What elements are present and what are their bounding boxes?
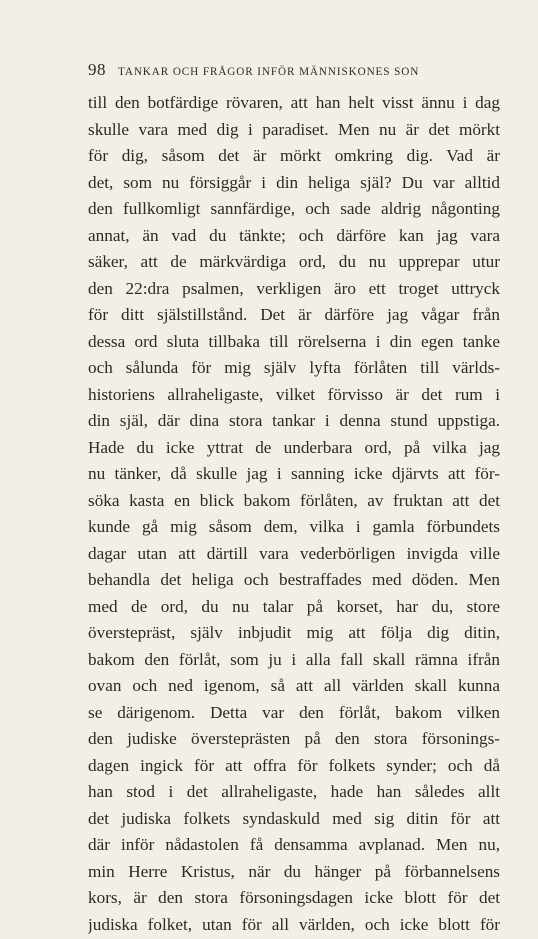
text-line: för ditt själstillstånd. Det är därföre jag vågar från bbox=[88, 305, 500, 325]
text-line: behandla det heliga och bestraffades med döden. Men bbox=[88, 570, 500, 590]
text-line: judiska folket, utan för all världen, och icke blott för bbox=[88, 914, 500, 934]
text-line: din själ, där dina stora tankar i denna stund uppstiga. bbox=[88, 411, 500, 431]
text-line: där inför nådastolen få densamma avplanad. Men nu, bbox=[88, 835, 500, 855]
text-line: dagen ingick för att offra för folkets synder; och då bbox=[88, 755, 500, 775]
text-line: söka kasta en blick bakom förlåten, av fruktan att det bbox=[88, 490, 500, 510]
text-line: säker, att de märkvärdiga ord, du nu upprepar utur bbox=[88, 252, 500, 272]
page-number: 98 bbox=[88, 60, 106, 79]
text-line: annat, än vad du tänkte; och därföre kan jag vara bbox=[88, 225, 500, 245]
text-line: bakom den förlåt, som ju i alla fall skall rämna ifrån bbox=[88, 649, 500, 669]
text-line: skulle vara med dig i paradiset. Men nu är det mörkt bbox=[88, 119, 500, 139]
text-line: den judiske översteprästen på den stora försonings- bbox=[88, 729, 500, 749]
text-line: dagar utan att därtill vara vederbörligen invigda ville bbox=[88, 543, 500, 563]
text-line: till den botfärdige rövaren, att han helt visst ännu i dag bbox=[88, 93, 500, 112]
text-line: ovan och ned igenom, så att all världen skall kunna bbox=[88, 676, 500, 696]
text-line: kunde gå mig såsom dem, vilka i gamla förbundets bbox=[88, 517, 500, 537]
text-line: med de ord, du nu talar på korset, har du, store bbox=[88, 596, 500, 616]
page-header bbox=[88, 60, 468, 80]
text-line: se därigenom. Detta var den förlåt, bakom vilken bbox=[88, 702, 500, 722]
text-line: han stod i det allraheligaste, hade han således allt bbox=[88, 782, 500, 802]
running-title: TANKAR OCH FRÅGOR INFÖR MÄNNISKONES SON bbox=[118, 66, 420, 78]
text-line: den 22:dra psalmen, verkligen äro ett troget uttryck bbox=[88, 278, 500, 298]
text-line: det, som nu försiggår i din heliga själ? Du var alltid bbox=[88, 172, 500, 192]
text-line: Hade du icke yttrat de underbara ord, på vilka jag bbox=[88, 437, 500, 457]
text-line: och sålunda för mig själv lyfta förlåten till världs- bbox=[88, 358, 500, 378]
text-line: dessa ord sluta tillbaka till rörelserna i din egen tanke bbox=[88, 331, 500, 351]
body-text bbox=[88, 90, 500, 939]
text-line: kors, är den stora försoningsdagen icke blott för det bbox=[88, 888, 500, 908]
text-line: överstepräst, själv inbjudit mig att följa dig ditin, bbox=[88, 623, 500, 643]
text-line: historiens allraheligaste, vilket förvisso är det rum i bbox=[88, 384, 500, 404]
text-line: nu tänker, då skulle jag i sanning icke djärvts att för- bbox=[88, 464, 500, 484]
text-line: det judiska folkets syndaskuld med sig ditin för att bbox=[88, 808, 500, 828]
text-line: min Herre Kristus, när du hänger på förbannelsens bbox=[88, 861, 500, 881]
text-line: den fullkomligt sannfärdige, och sade aldrig någonting bbox=[88, 199, 500, 219]
text-line: för dig, såsom det är mörkt omkring dig. Vad är bbox=[88, 146, 500, 166]
